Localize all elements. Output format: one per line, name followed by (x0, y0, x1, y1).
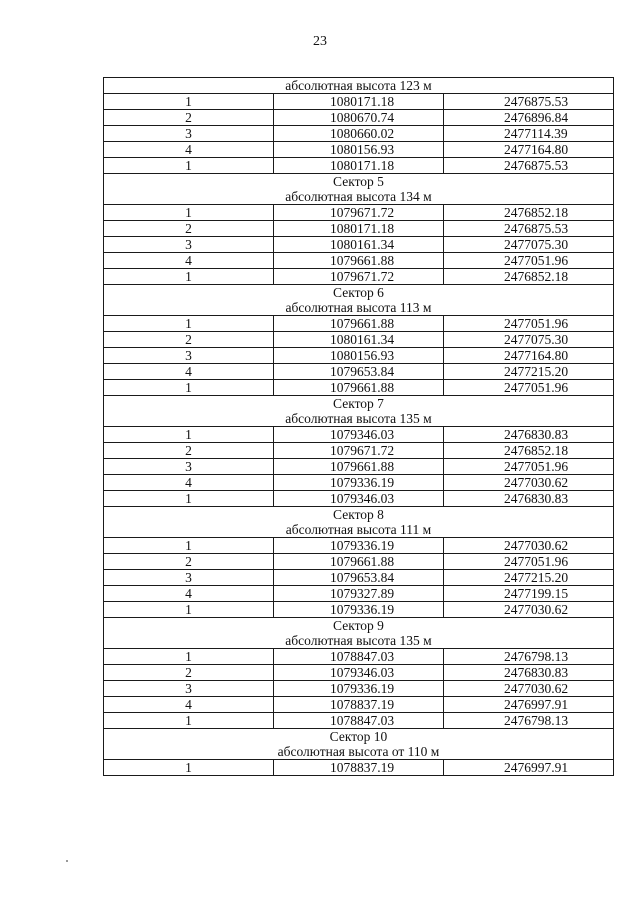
table-row (104, 380, 614, 396)
point-number: 1 (104, 316, 274, 332)
table-row (104, 427, 614, 443)
table-row (104, 237, 614, 253)
y-coordinate: 2476798.13 (444, 649, 614, 665)
x-coordinate: 1079336.19 (274, 602, 444, 618)
x-coordinate: 1079653.84 (274, 570, 444, 586)
point-number: 2 (104, 554, 274, 570)
table-row (104, 713, 614, 729)
sector-title-row (104, 507, 614, 523)
altitude-row (104, 411, 614, 427)
table-row (104, 586, 614, 602)
point-number: 4 (104, 364, 274, 380)
x-coordinate: 1079346.03 (274, 427, 444, 443)
table-row (104, 158, 614, 174)
point-number: 3 (104, 681, 274, 697)
x-coordinate: 1080171.18 (274, 158, 444, 174)
table-row (104, 126, 614, 142)
point-number: 3 (104, 237, 274, 253)
x-coordinate: 1079661.88 (274, 380, 444, 396)
x-coordinate: 1080171.18 (274, 94, 444, 110)
y-coordinate: 2477051.96 (444, 316, 614, 332)
table-row (104, 665, 614, 681)
point-number: 4 (104, 142, 274, 158)
table-row (104, 697, 614, 713)
y-coordinate: 2477030.62 (444, 602, 614, 618)
y-coordinate: 2477164.80 (444, 142, 614, 158)
x-coordinate: 1080161.34 (274, 332, 444, 348)
page-number: 23 (313, 34, 327, 49)
altitude-row (104, 522, 614, 538)
y-coordinate: 2477030.62 (444, 538, 614, 554)
y-coordinate: 2477114.39 (444, 126, 614, 142)
x-coordinate: 1079336.19 (274, 475, 444, 491)
point-number: 1 (104, 94, 274, 110)
table-row (104, 269, 614, 285)
altitude-row (104, 300, 614, 316)
sector-title: Сектор 6 (104, 285, 614, 301)
point-number: 1 (104, 158, 274, 174)
table-row (104, 443, 614, 459)
point-number: 3 (104, 348, 274, 364)
x-coordinate: 1079346.03 (274, 665, 444, 681)
coordinates-table-body (104, 78, 614, 776)
point-number: 1 (104, 491, 274, 507)
x-coordinate: 1080161.34 (274, 237, 444, 253)
altitude-label: абсолютная высота 134 м (104, 189, 614, 205)
x-coordinate: 1079661.88 (274, 253, 444, 269)
table-row (104, 760, 614, 776)
y-coordinate: 2476852.18 (444, 443, 614, 459)
x-coordinate: 1078847.03 (274, 649, 444, 665)
y-coordinate: 2476875.53 (444, 221, 614, 237)
table-row (104, 94, 614, 110)
altitude-label: абсолютная высота 135 м (104, 633, 614, 649)
y-coordinate: 2477051.96 (444, 380, 614, 396)
table-row (104, 205, 614, 221)
x-coordinate: 1079336.19 (274, 538, 444, 554)
table-row (104, 348, 614, 364)
point-number: 1 (104, 427, 274, 443)
table-row (104, 538, 614, 554)
point-number: 2 (104, 665, 274, 681)
x-coordinate: 1080660.02 (274, 126, 444, 142)
table-row (104, 142, 614, 158)
y-coordinate: 2476997.91 (444, 760, 614, 776)
y-coordinate: 2476798.13 (444, 713, 614, 729)
table-row (104, 332, 614, 348)
point-number: 3 (104, 459, 274, 475)
point-number: 1 (104, 380, 274, 396)
y-coordinate: 2477215.20 (444, 570, 614, 586)
y-coordinate: 2477075.30 (444, 237, 614, 253)
y-coordinate: 2477164.80 (444, 348, 614, 364)
y-coordinate: 2476830.83 (444, 427, 614, 443)
y-coordinate: 2477075.30 (444, 332, 614, 348)
x-coordinate: 1078847.03 (274, 713, 444, 729)
table-row (104, 110, 614, 126)
sector-title-row (104, 174, 614, 190)
point-number: 2 (104, 110, 274, 126)
point-number: 1 (104, 713, 274, 729)
table-row (104, 649, 614, 665)
table-row (104, 681, 614, 697)
altitude-label: абсолютная высота 135 м (104, 411, 614, 427)
x-coordinate: 1079327.89 (274, 586, 444, 602)
scan-speck (66, 860, 68, 862)
x-coordinate: 1079661.88 (274, 316, 444, 332)
coordinates-table (103, 77, 614, 776)
point-number: 1 (104, 538, 274, 554)
x-coordinate: 1079653.84 (274, 364, 444, 380)
point-number: 1 (104, 269, 274, 285)
sector-title: Сектор 10 (104, 729, 614, 745)
altitude-label: абсолютная высота 113 м (104, 300, 614, 316)
point-number: 4 (104, 586, 274, 602)
y-coordinate: 2476830.83 (444, 491, 614, 507)
table-row (104, 475, 614, 491)
x-coordinate: 1079346.03 (274, 491, 444, 507)
point-number: 4 (104, 697, 274, 713)
x-coordinate: 1080156.93 (274, 348, 444, 364)
point-number: 1 (104, 205, 274, 221)
x-coordinate: 1079661.88 (274, 554, 444, 570)
table-row (104, 253, 614, 269)
x-coordinate: 1080171.18 (274, 221, 444, 237)
altitude-label: абсолютная высота 111 м (104, 522, 614, 538)
sector-title: Сектор 7 (104, 396, 614, 412)
y-coordinate: 2477051.96 (444, 554, 614, 570)
table-row (104, 554, 614, 570)
table-row (104, 364, 614, 380)
y-coordinate: 2476852.18 (444, 205, 614, 221)
sector-title-row (104, 396, 614, 412)
y-coordinate: 2476875.53 (444, 94, 614, 110)
sector-title: Сектор 5 (104, 174, 614, 190)
table-row (104, 459, 614, 475)
y-coordinate: 2477030.62 (444, 475, 614, 491)
x-coordinate: 1079671.72 (274, 205, 444, 221)
table-row (104, 491, 614, 507)
y-coordinate: 2477215.20 (444, 364, 614, 380)
y-coordinate: 2476997.91 (444, 697, 614, 713)
altitude-row (104, 744, 614, 760)
y-coordinate: 2477051.96 (444, 459, 614, 475)
x-coordinate: 1079671.72 (274, 269, 444, 285)
table-row (104, 602, 614, 618)
sector-title: Сектор 9 (104, 618, 614, 634)
y-coordinate: 2477051.96 (444, 253, 614, 269)
point-number: 2 (104, 443, 274, 459)
sector-title-row (104, 285, 614, 301)
point-number: 4 (104, 475, 274, 491)
x-coordinate: 1078837.19 (274, 697, 444, 713)
point-number: 1 (104, 602, 274, 618)
table-row (104, 570, 614, 586)
point-number: 2 (104, 221, 274, 237)
table-row (104, 221, 614, 237)
y-coordinate: 2477199.15 (444, 586, 614, 602)
y-coordinate: 2476852.18 (444, 269, 614, 285)
x-coordinate: 1078837.19 (274, 760, 444, 776)
sector-title-row (104, 729, 614, 745)
altitude-label: абсолютная высота 123 м (104, 78, 614, 94)
x-coordinate: 1079661.88 (274, 459, 444, 475)
x-coordinate: 1079671.72 (274, 443, 444, 459)
point-number: 3 (104, 126, 274, 142)
x-coordinate: 1080156.93 (274, 142, 444, 158)
altitude-label: абсолютная высота от 110 м (104, 744, 614, 760)
point-number: 1 (104, 649, 274, 665)
altitude-row (104, 189, 614, 205)
x-coordinate: 1079336.19 (274, 681, 444, 697)
y-coordinate: 2476896.84 (444, 110, 614, 126)
altitude-row (104, 78, 614, 94)
point-number: 3 (104, 570, 274, 586)
sector-title: Сектор 8 (104, 507, 614, 523)
point-number: 4 (104, 253, 274, 269)
y-coordinate: 2477030.62 (444, 681, 614, 697)
point-number: 1 (104, 760, 274, 776)
point-number: 2 (104, 332, 274, 348)
table-row (104, 316, 614, 332)
x-coordinate: 1080670.74 (274, 110, 444, 126)
altitude-row (104, 633, 614, 649)
y-coordinate: 2476875.53 (444, 158, 614, 174)
sector-title-row (104, 618, 614, 634)
y-coordinate: 2476830.83 (444, 665, 614, 681)
